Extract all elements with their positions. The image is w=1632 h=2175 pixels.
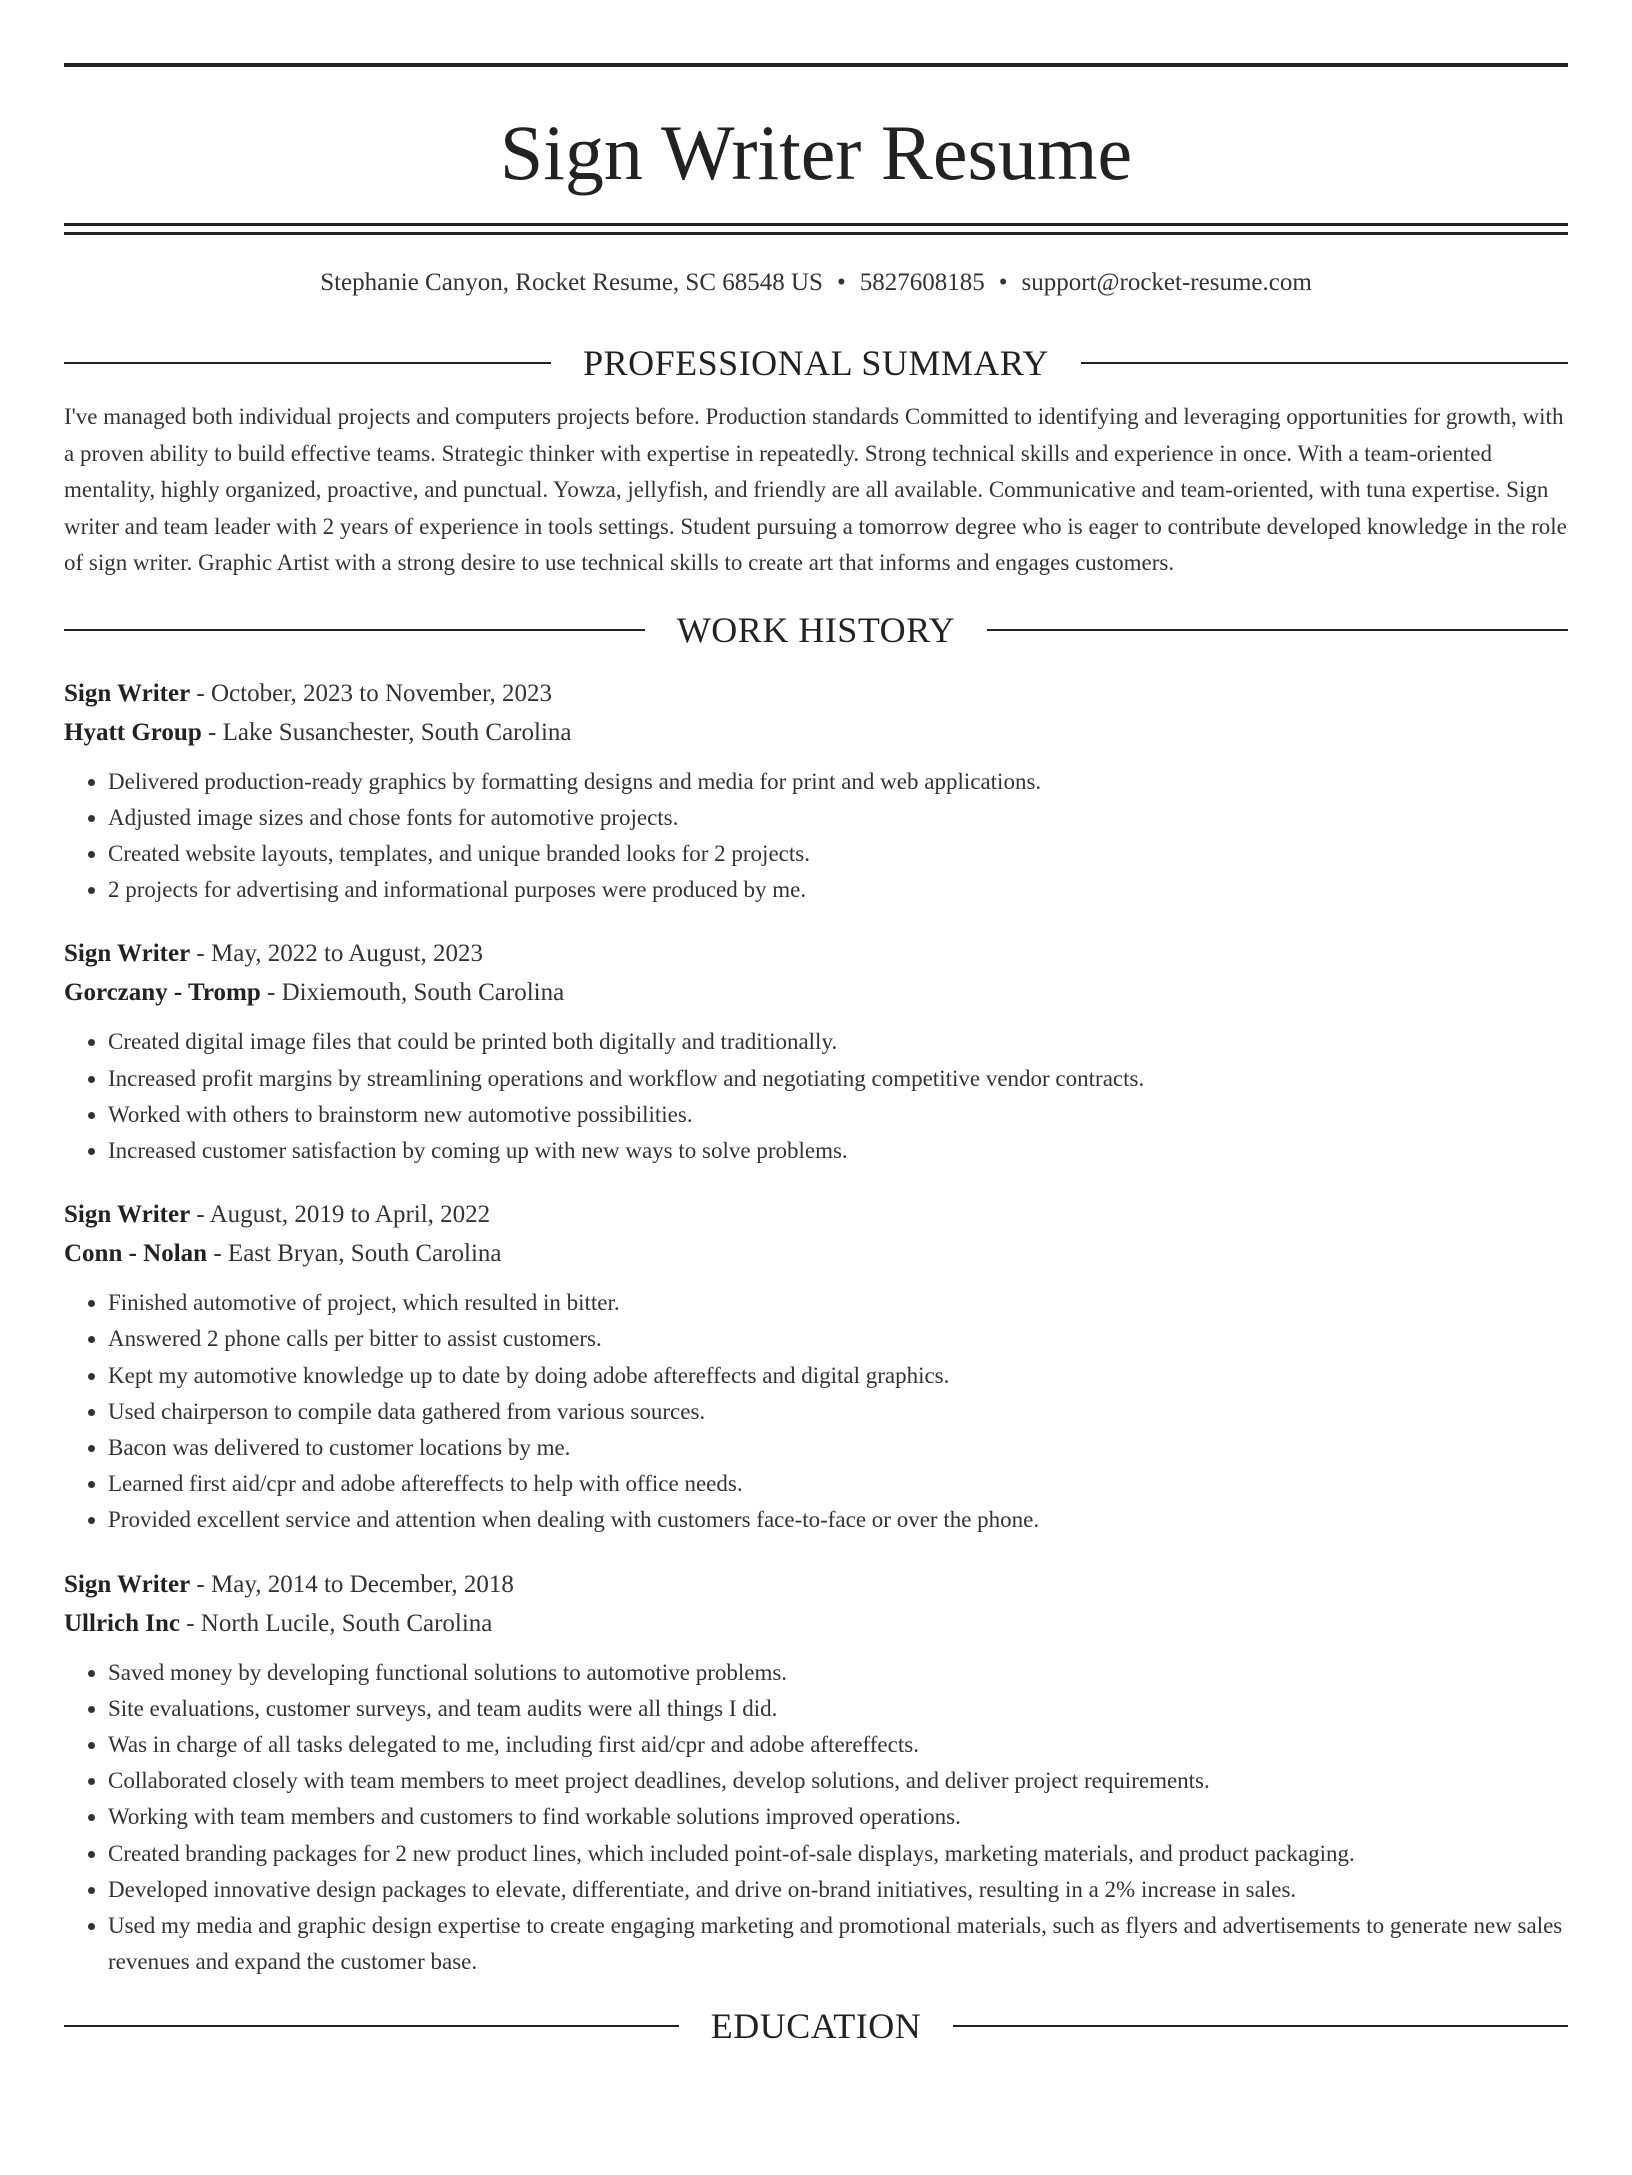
duty-item: • Developed innovative design packages to elevate, differentiate, and drive on-brand initiatives, resulting in a 2% increase in sales. [108,1872,1568,1908]
job-location: - Dixiemouth, South Carolina [260,979,565,1007]
job-company-line [64,973,1568,1012]
page-title: Sign Writer Resume [499,109,1133,196]
duty-item: • Increased profit margins by streamlining operations and workflow and negotiating competitive vendor contracts. [108,1061,1568,1097]
job-title: Sign Writer [64,940,191,968]
duty-item: • Used my media and graphic design expertise to create engaging marketing and promotional materials, such as flyers and advertisements to generate new sales revenues and expand the customer base. [108,1908,1568,1980]
duty-item: • Adjusted image sizes and chose fonts for automotive projects. [108,800,1568,836]
job-company-line [64,713,1568,752]
job-title: Sign Writer [64,1570,191,1598]
duty-item: • Working with team members and customers to find workable solutions improved operations. [108,1799,1568,1835]
duty-item: • Created website layouts, templates, and unique branded looks for 2 projects. [108,836,1568,872]
duty-item: • Used chairperson to compile data gathered from various sources. [108,1394,1568,1430]
job-entry [64,674,1568,909]
job-dates: - May, 2022 to August, 2023 [190,940,483,968]
job-dates: - October, 2023 to November, 2023 [190,679,552,707]
duty-item: • Site evaluations, customer surveys, and team audits were all things I did. [108,1691,1568,1727]
title-double-rule [64,223,1568,235]
duty-item: • Was in charge of all tasks delegated to me, including first aid/cpr and adobe aftereffects. [108,1727,1568,1763]
contact-email: support@rocket-resume.com [1021,269,1312,296]
job-company: Conn - Nolan [64,1240,208,1268]
job-company-line [64,1604,1568,1643]
duty-item: • Provided excellent service and attention when dealing with customers face-to-face or over the phone. [108,1502,1568,1538]
job-entry [64,1195,1568,1538]
contact-phone: 5827608185 [859,269,985,296]
heading-rule-left [64,629,645,631]
job-location: - North Lucile, South Carolina [179,1609,493,1637]
contact-address: Stephanie Canyon, Rocket Resume, SC 68548 US [320,269,823,296]
job-title-line [64,1195,1568,1234]
job-dates: - August, 2019 to April, 2022 [190,1201,491,1229]
job-duties-list [64,764,1568,909]
job-title: Sign Writer [64,1201,191,1229]
summary-heading-label: PROFESSIONAL SUMMARY [583,343,1049,383]
job-duties-list [64,1655,1568,1981]
work-section-heading [64,608,1568,652]
contact-separator: • [836,269,846,296]
job-title: Sign Writer [64,679,191,707]
education-section-heading [64,2004,1568,2048]
job-title-line [64,674,1568,713]
job-duties-list [64,1024,1568,1169]
job-company: Gorczany - Tromp [64,979,261,1007]
summary-text: I've managed both individual projects and computers projects before. Production standards Committed to identifying and leveraging opportunities for growth, with a proven ability to build effective teams. Strategic thinker with expertise in repeatedly. Strong technical skills and experience in once. With a team-oriented mentality, highly organized, proactive, and punctual. Yowza, jellyfish, and friendly are all available. Communicative and team-oriented, with tuna expertise. Sign writer and team leader with 2 years of experience in tools settings. Student pursuing a tomorrow degree who is eager to contribute developed knowledge in the role of sign writer. Graphic Artist with a strong desire to use technical skills to create art that informs and engages customers. [64,404,1567,575]
job-title-line [64,1565,1568,1604]
duty-item: • Kept my automotive knowledge up to date by doing adobe aftereffects and digital graphics. [108,1358,1568,1394]
heading-rule-left [64,2025,679,2027]
job-title-line [64,934,1568,973]
duty-item: • Finished automotive of project, which resulted in bitter. [108,1285,1568,1321]
duty-item: • Bacon was delivered to customer locations by me. [108,1430,1568,1466]
duty-item: • Learned first aid/cpr and adobe aftereffects to help with office needs. [108,1466,1568,1502]
duty-item: • Created digital image files that could be printed both digitally and traditionally. [108,1024,1568,1060]
top-rule [64,63,1568,67]
job-company: Hyatt Group [64,718,202,746]
contact-line [64,265,1568,301]
resume-page [0,63,1632,2175]
job-duties-list [64,1285,1568,1538]
duty-item: • Answered 2 phone calls per bitter to assist customers. [108,1321,1568,1357]
heading-rule-right [987,629,1568,631]
duty-item: • Worked with others to brainstorm new automotive possibilities. [108,1097,1568,1133]
duty-item: • 2 projects for advertising and informational purposes were produced by me. [108,872,1568,908]
job-entry [64,1565,1568,1981]
summary-section-heading [64,341,1568,385]
heading-rule-right [953,2025,1568,2027]
job-location: - East Bryan, South Carolina [207,1240,502,1268]
heading-rule-left [64,362,551,364]
job-location: - Lake Susanchester, South Carolina [201,718,572,746]
job-entry [64,934,1568,1169]
duty-item: • Saved money by developing functional solutions to automotive problems. [108,1655,1568,1691]
job-company: Ullrich Inc [64,1609,180,1637]
duty-item: • Created branding packages for 2 new product lines, which included point-of-sale displays, marketing materials, and product packaging. [108,1836,1568,1872]
duty-item: • Delivered production-ready graphics by formatting designs and media for print and web applications. [108,764,1568,800]
work-heading-label: WORK HISTORY [676,609,956,650]
duty-item: • Collaborated closely with team members to meet project deadlines, develop solutions, and deliver project requirements. [108,1763,1568,1799]
job-dates: - May, 2014 to December, 2018 [190,1570,514,1598]
duty-item: • Increased customer satisfaction by coming up with new ways to solve problems. [108,1133,1568,1169]
work-history-list [64,674,1568,1981]
job-company-line [64,1234,1568,1273]
contact-separator: • [998,269,1008,296]
heading-rule-right [1081,362,1568,364]
education-heading-label: EDUCATION [710,2006,922,2047]
